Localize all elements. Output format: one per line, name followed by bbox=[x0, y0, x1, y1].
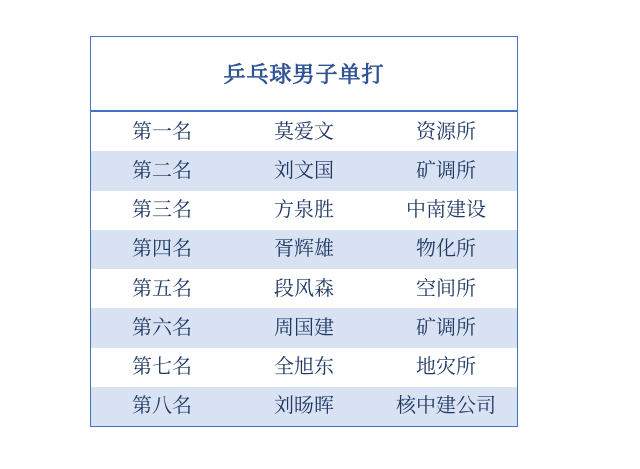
name-cell: 段风森 bbox=[274, 277, 334, 300]
table-title: 乒乓球男子单打 bbox=[223, 62, 385, 87]
name-cell: 全旭东 bbox=[274, 356, 334, 379]
table-row bbox=[91, 151, 517, 190]
table-title-row bbox=[91, 37, 517, 112]
table-row bbox=[91, 308, 517, 347]
ranking-table bbox=[90, 36, 518, 427]
name-cell: 莫爱文 bbox=[274, 120, 334, 143]
org-cell: 资源所 bbox=[416, 120, 476, 143]
org-cell: 核中建公司 bbox=[396, 395, 496, 418]
org-cell: 地灾所 bbox=[416, 356, 476, 379]
table-row bbox=[91, 269, 517, 308]
table-row bbox=[91, 112, 517, 151]
org-cell: 矿调所 bbox=[416, 159, 476, 182]
rank-cell: 第五名 bbox=[132, 277, 192, 300]
org-cell: 空间所 bbox=[416, 277, 476, 300]
org-cell: 物化所 bbox=[416, 238, 476, 261]
name-cell: 周国建 bbox=[274, 316, 334, 339]
name-cell: 胥辉雄 bbox=[274, 238, 334, 261]
name-cell: 刘文国 bbox=[274, 159, 334, 182]
rank-cell: 第七名 bbox=[132, 356, 192, 379]
table-row bbox=[91, 191, 517, 230]
rank-cell: 第八名 bbox=[132, 395, 192, 418]
table-row bbox=[91, 230, 517, 269]
name-cell: 方泉胜 bbox=[274, 199, 334, 222]
org-cell: 矿调所 bbox=[416, 316, 476, 339]
rank-cell: 第一名 bbox=[132, 120, 192, 143]
rank-cell: 第四名 bbox=[132, 238, 192, 261]
name-cell: 刘旸晖 bbox=[274, 395, 334, 418]
table-row bbox=[91, 387, 517, 426]
rank-cell: 第三名 bbox=[132, 199, 192, 222]
org-cell: 中南建设 bbox=[406, 199, 486, 222]
table-row bbox=[91, 348, 517, 387]
rank-cell: 第二名 bbox=[132, 159, 192, 182]
table-body bbox=[91, 112, 517, 426]
rank-cell: 第六名 bbox=[132, 316, 192, 339]
